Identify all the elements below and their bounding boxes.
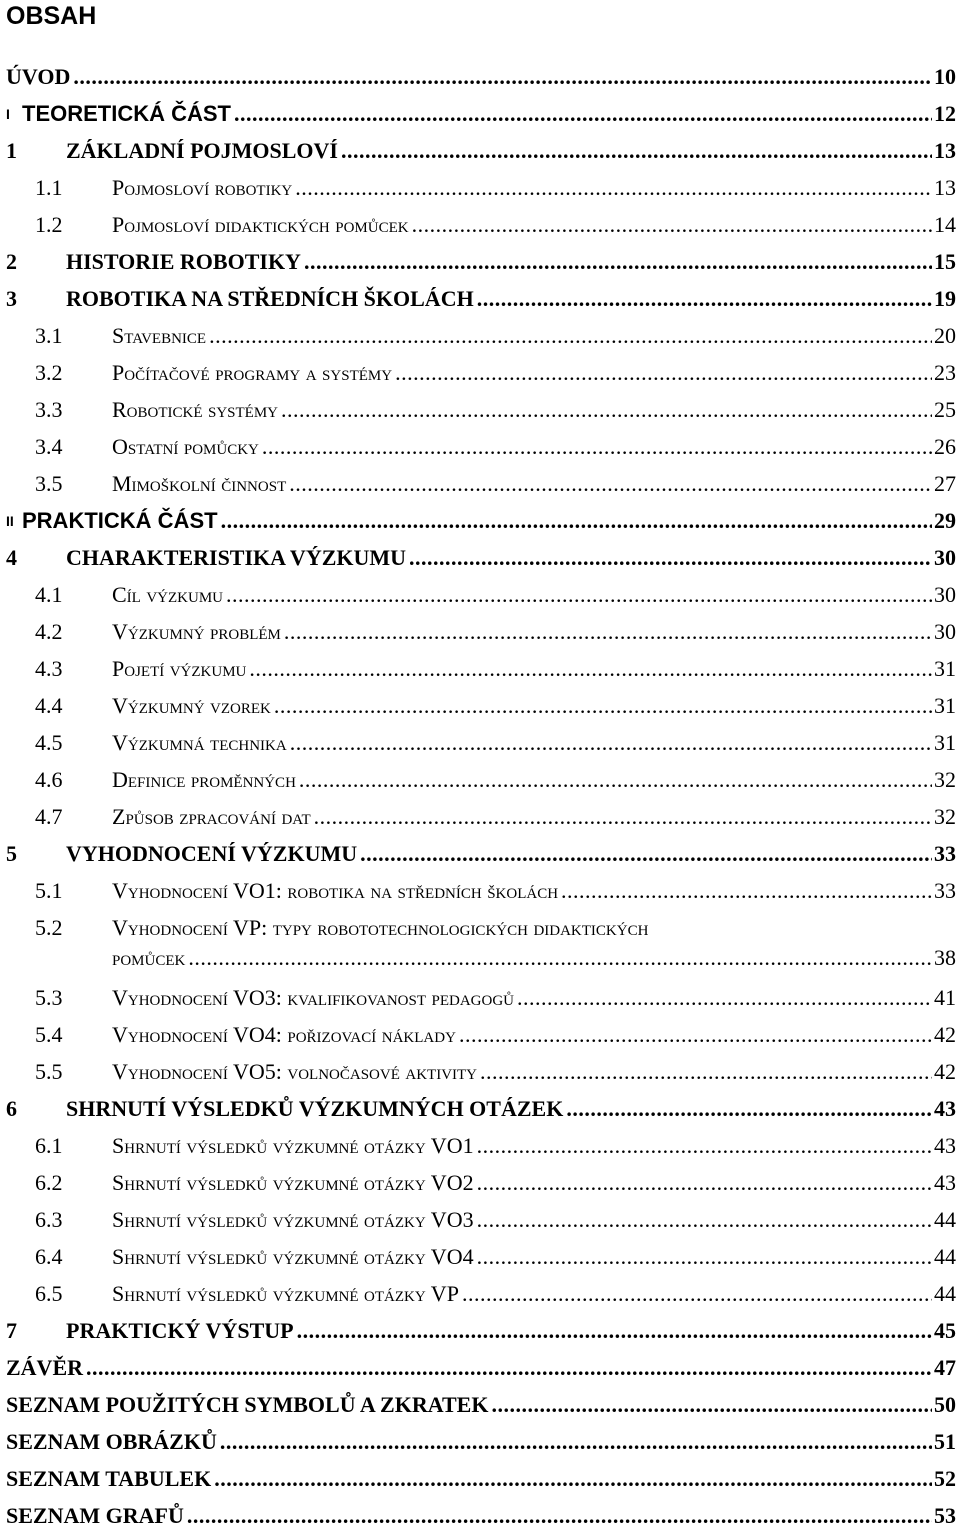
dot-leader <box>477 1205 932 1235</box>
toc-entry[interactable] <box>0 358 960 388</box>
dot-leader <box>462 1279 932 1309</box>
toc-entry-page: 52 <box>934 1466 956 1492</box>
page-title: OBSAH <box>6 2 97 30</box>
dot-leader <box>480 1057 932 1087</box>
toc-entry-title: Vyhodnocení VO3: kvalifikovanost pedagogů <box>112 985 514 1011</box>
toc-entry-number: 6 <box>6 1096 17 1122</box>
toc-entry[interactable] <box>0 1501 960 1531</box>
toc-entry-title: Výzkumná technika <box>112 730 287 755</box>
dot-leader <box>73 62 932 92</box>
dot-leader <box>412 210 932 240</box>
toc-entry-title: Pojmosloví didaktických pomůcek <box>112 212 409 237</box>
toc-entry-number: 2 <box>6 249 17 274</box>
toc-entry-title: Definice proměnných <box>112 767 296 792</box>
toc-entry[interactable] <box>0 1242 960 1272</box>
toc-entry-title: Robotické systémy <box>112 397 279 422</box>
toc-entry-page: 23 <box>934 360 956 385</box>
toc-entry-number: 3.5 <box>35 471 63 496</box>
toc-entry-number: 6.4 <box>35 1244 63 1270</box>
toc-entry-page: 20 <box>934 323 956 348</box>
dot-leader <box>274 691 932 721</box>
toc-entry-number: 5.2 <box>35 915 63 940</box>
dot-leader <box>234 99 932 129</box>
toc-entry-title: ÚVOD <box>6 64 71 89</box>
toc-entry-number: 4.4 <box>35 693 63 718</box>
toc-entry-page: 13 <box>934 138 956 163</box>
toc-entry[interactable] <box>0 913 960 970</box>
dot-leader <box>566 1094 932 1124</box>
toc-entry-title: Shrnutí výsledků výzkumné otázky VO2 <box>112 1170 474 1196</box>
dot-leader <box>459 1020 932 1050</box>
dot-leader <box>477 1131 932 1161</box>
toc-entry-page: 47 <box>934 1355 956 1381</box>
dot-leader <box>86 1353 932 1383</box>
toc-entry-title: SEZNAM TABULEK <box>6 1466 212 1492</box>
toc-entry-page: 38 <box>934 945 956 970</box>
dot-leader <box>341 136 932 166</box>
toc-entry[interactable] <box>0 321 960 351</box>
toc-entry-page: 51 <box>934 1429 956 1455</box>
toc-entry-number: 4 <box>6 545 17 570</box>
dot-leader <box>281 395 932 425</box>
dot-leader <box>409 543 932 573</box>
dot-leader <box>249 654 932 684</box>
toc-entry-title: Vyhodnocení VP: typy robototechnologických didaktických <box>112 915 649 940</box>
toc-entry[interactable] <box>0 543 960 573</box>
toc-entry[interactable] <box>0 580 960 610</box>
toc-entry-page: 44 <box>934 1207 956 1233</box>
dot-leader <box>561 876 932 906</box>
toc-entry-number: 4.6 <box>35 767 63 792</box>
toc-entry-page: 31 <box>934 693 956 718</box>
toc-entry-page: 12 <box>934 101 956 126</box>
toc-entry-number: 1 <box>6 138 17 163</box>
toc-entry[interactable] <box>0 802 960 832</box>
toc-entry-page: 26 <box>934 434 956 459</box>
toc-entry-page: 10 <box>934 64 956 89</box>
toc-entry-page: 14 <box>934 212 956 237</box>
toc-entry-number: 3.4 <box>35 434 63 459</box>
toc-entry[interactable] <box>0 247 960 277</box>
toc-entry-number: 4.3 <box>35 656 63 681</box>
toc-entry-page: 15 <box>934 249 956 274</box>
dot-leader <box>517 983 932 1013</box>
toc-entry[interactable] <box>0 99 960 129</box>
toc-entry-number: I <box>6 106 10 122</box>
toc-entry-title: SHRNUTÍ VÝSLEDKŮ VÝZKUMNÝCH OTÁZEK <box>66 1096 564 1122</box>
toc-entry-number: 5.5 <box>35 1059 63 1085</box>
toc-entry-title: Mimoškolní činnost <box>112 471 287 496</box>
toc-entry-page: 42 <box>934 1022 956 1048</box>
toc-entry-title: Shrnutí výsledků výzkumné otázky VO3 <box>112 1207 474 1233</box>
toc-entry-page: 32 <box>934 767 956 792</box>
toc-entry[interactable] <box>0 1131 960 1161</box>
dot-leader <box>304 247 932 277</box>
dot-leader <box>290 728 932 758</box>
toc-entry-number: 3.3 <box>35 397 63 422</box>
toc-entry-page: 53 <box>934 1503 956 1529</box>
dot-leader <box>220 1427 932 1457</box>
toc-entry-title: ZÁVĚR <box>6 1355 84 1381</box>
toc-entry-page: 42 <box>934 1059 956 1085</box>
toc-entry-page: 25 <box>934 397 956 422</box>
toc-entry-page: 31 <box>934 730 956 755</box>
toc-entry[interactable] <box>0 469 960 499</box>
toc-entry-title: Výzkumný vzorek <box>112 693 271 718</box>
toc-entry[interactable] <box>0 728 960 758</box>
toc-entry-title: SEZNAM OBRÁZKŮ <box>6 1429 217 1455</box>
toc-entry-page: 29 <box>934 508 956 533</box>
toc-entry[interactable] <box>0 1353 960 1383</box>
toc-entry-page: 41 <box>934 985 956 1011</box>
toc-entry-number: 3.1 <box>35 323 63 348</box>
toc-entry-title: Shrnutí výsledků výzkumné otázky VO4 <box>112 1244 474 1270</box>
dot-leader <box>209 321 932 351</box>
toc-entry-number: 5 <box>6 841 17 866</box>
toc-entry-page: 45 <box>934 1318 956 1344</box>
toc-entry-number: 4.2 <box>35 619 63 644</box>
toc-entry[interactable] <box>0 395 960 425</box>
toc-entry-page: 30 <box>934 582 956 607</box>
toc-entry[interactable] <box>0 1316 960 1346</box>
toc-entry-title: Cíl výzkumu <box>112 582 223 607</box>
toc-entry-page: 32 <box>934 804 956 829</box>
dot-leader <box>289 469 932 499</box>
toc-entry-title: Pojmosloví robotiky <box>112 175 293 200</box>
dot-leader <box>262 432 932 462</box>
toc-entry-number: 6.5 <box>35 1281 63 1307</box>
toc-entry-title: PRAKTICKÁ ČÁST <box>22 508 218 533</box>
toc-entry-title: Počítačové programy a systémy <box>112 360 393 385</box>
toc-entry-title: VYHODNOCENÍ VÝZKUMU <box>66 841 358 866</box>
toc-entry-number: 5.1 <box>35 878 63 903</box>
toc-entry-title: ZÁKLADNÍ POJMOSLOVÍ <box>66 138 338 163</box>
dot-leader <box>284 617 932 647</box>
dot-leader <box>477 284 932 314</box>
toc-entry-number: 1.1 <box>35 175 63 200</box>
toc-entry-page: 50 <box>934 1392 956 1418</box>
toc-entry[interactable] <box>0 173 960 203</box>
toc-entry-number: 4.5 <box>35 730 63 755</box>
toc-entry[interactable] <box>0 765 960 795</box>
toc-entry-page: 13 <box>934 175 956 200</box>
toc-entry-title: Způsob zpracování dat <box>112 804 311 829</box>
toc-entry[interactable] <box>0 1168 960 1198</box>
toc-entry[interactable] <box>0 654 960 684</box>
toc-entry-number: 6.1 <box>35 1133 63 1159</box>
dot-leader <box>221 506 932 536</box>
toc-entry[interactable] <box>0 691 960 721</box>
toc-entry-number: 5.4 <box>35 1022 63 1048</box>
toc-entry-title: SEZNAM GRAFŮ <box>6 1503 184 1529</box>
toc-entry-page: 33 <box>934 841 956 866</box>
toc-entry-title: Pojetí výzkumu <box>112 656 247 681</box>
toc-entry-number: 4.7 <box>35 804 63 829</box>
toc-entry[interactable] <box>0 876 960 906</box>
toc-entry-page: 27 <box>934 471 956 496</box>
toc-entry-title: Vyhodnocení VO5: volnočasové aktivity <box>112 1059 478 1085</box>
toc-entry-number: 3.2 <box>35 360 63 385</box>
toc-entry-number: 1.2 <box>35 212 63 237</box>
toc-entry-page: 43 <box>934 1096 956 1122</box>
toc-entry-page: 30 <box>934 545 956 570</box>
dot-leader <box>395 358 932 388</box>
toc-entry-title: PRAKTICKÝ VÝSTUP <box>66 1318 294 1344</box>
toc-entry-page: 30 <box>934 619 956 644</box>
toc-entry-title: ROBOTIKA NA STŘEDNÍCH ŠKOLÁCH <box>66 286 474 311</box>
toc-entry[interactable] <box>0 1390 960 1420</box>
toc-entry[interactable] <box>0 1020 960 1050</box>
toc-entry-title: Výzkumný problém <box>112 619 281 644</box>
toc-entry-number: 4.1 <box>35 582 63 607</box>
toc-entry[interactable] <box>0 136 960 166</box>
toc-entry-title: Shrnutí výsledků výzkumné otázky VP <box>112 1281 459 1307</box>
dot-leader <box>477 1242 932 1272</box>
toc-entry-page: 31 <box>934 656 956 681</box>
toc-entry-title-continued: pomůcek <box>112 945 186 970</box>
dot-leader <box>295 173 932 203</box>
toc-entry-title: Vyhodnocení VO4: pořizovací náklady <box>112 1022 456 1048</box>
toc-entry[interactable] <box>0 1279 960 1309</box>
toc-entry[interactable] <box>0 983 960 1013</box>
toc-entry-title: HISTORIE ROBOTIKY <box>66 249 301 274</box>
dot-leader <box>214 1464 932 1494</box>
dot-leader <box>299 765 932 795</box>
toc-entry-number: 6.3 <box>35 1207 63 1233</box>
toc-entry[interactable] <box>0 1427 960 1457</box>
dot-leader <box>188 943 932 973</box>
toc-entry[interactable] <box>0 1205 960 1235</box>
toc-entry-title: TEORETICKÁ ČÁST <box>22 101 231 126</box>
toc-entry[interactable] <box>0 1094 960 1124</box>
toc-entry[interactable] <box>0 617 960 647</box>
dot-leader <box>297 1316 932 1346</box>
toc-entry-title: CHARAKTERISTIKA VÝZKUMU <box>66 545 407 570</box>
toc-entry-page: 19 <box>934 286 956 311</box>
toc-entry-page: 44 <box>934 1281 956 1307</box>
toc-entry-page: 44 <box>934 1244 956 1270</box>
toc-entry[interactable] <box>0 284 960 314</box>
dot-leader <box>226 580 932 610</box>
toc-entry-title: Stavebnice <box>112 323 207 348</box>
toc-entry-title: Vyhodnocení VO1: robotika na středních školách <box>112 878 559 903</box>
toc-entry[interactable] <box>0 432 960 462</box>
toc-entry-number: 5.3 <box>35 985 63 1011</box>
dot-leader <box>187 1501 932 1531</box>
toc-entry-number: II <box>6 513 14 529</box>
toc-entry-page: 33 <box>934 878 956 903</box>
toc-entry-title: SEZNAM POUŽITÝCH SYMBOLŮ A ZKRATEK <box>6 1392 489 1418</box>
toc-entry-number: 6.2 <box>35 1170 63 1196</box>
toc-entry-title: Ostatní pomůcky <box>112 434 259 459</box>
dot-leader <box>360 839 932 869</box>
toc-entry[interactable] <box>0 1057 960 1087</box>
toc-entry[interactable] <box>0 62 960 92</box>
dot-leader <box>477 1168 932 1198</box>
toc-entry-page: 43 <box>934 1170 956 1196</box>
dot-leader <box>314 802 932 832</box>
toc-entry[interactable] <box>0 1464 960 1494</box>
toc-entry-page: 43 <box>934 1133 956 1159</box>
toc-entry-number: 7 <box>6 1318 17 1344</box>
toc-entry-title: Shrnutí výsledků výzkumné otázky VO1 <box>112 1133 474 1159</box>
toc-entry[interactable] <box>0 210 960 240</box>
toc-entry[interactable] <box>0 839 960 869</box>
toc-entry[interactable] <box>0 506 960 536</box>
toc-entry-number: 3 <box>6 286 17 311</box>
dot-leader <box>491 1390 932 1420</box>
